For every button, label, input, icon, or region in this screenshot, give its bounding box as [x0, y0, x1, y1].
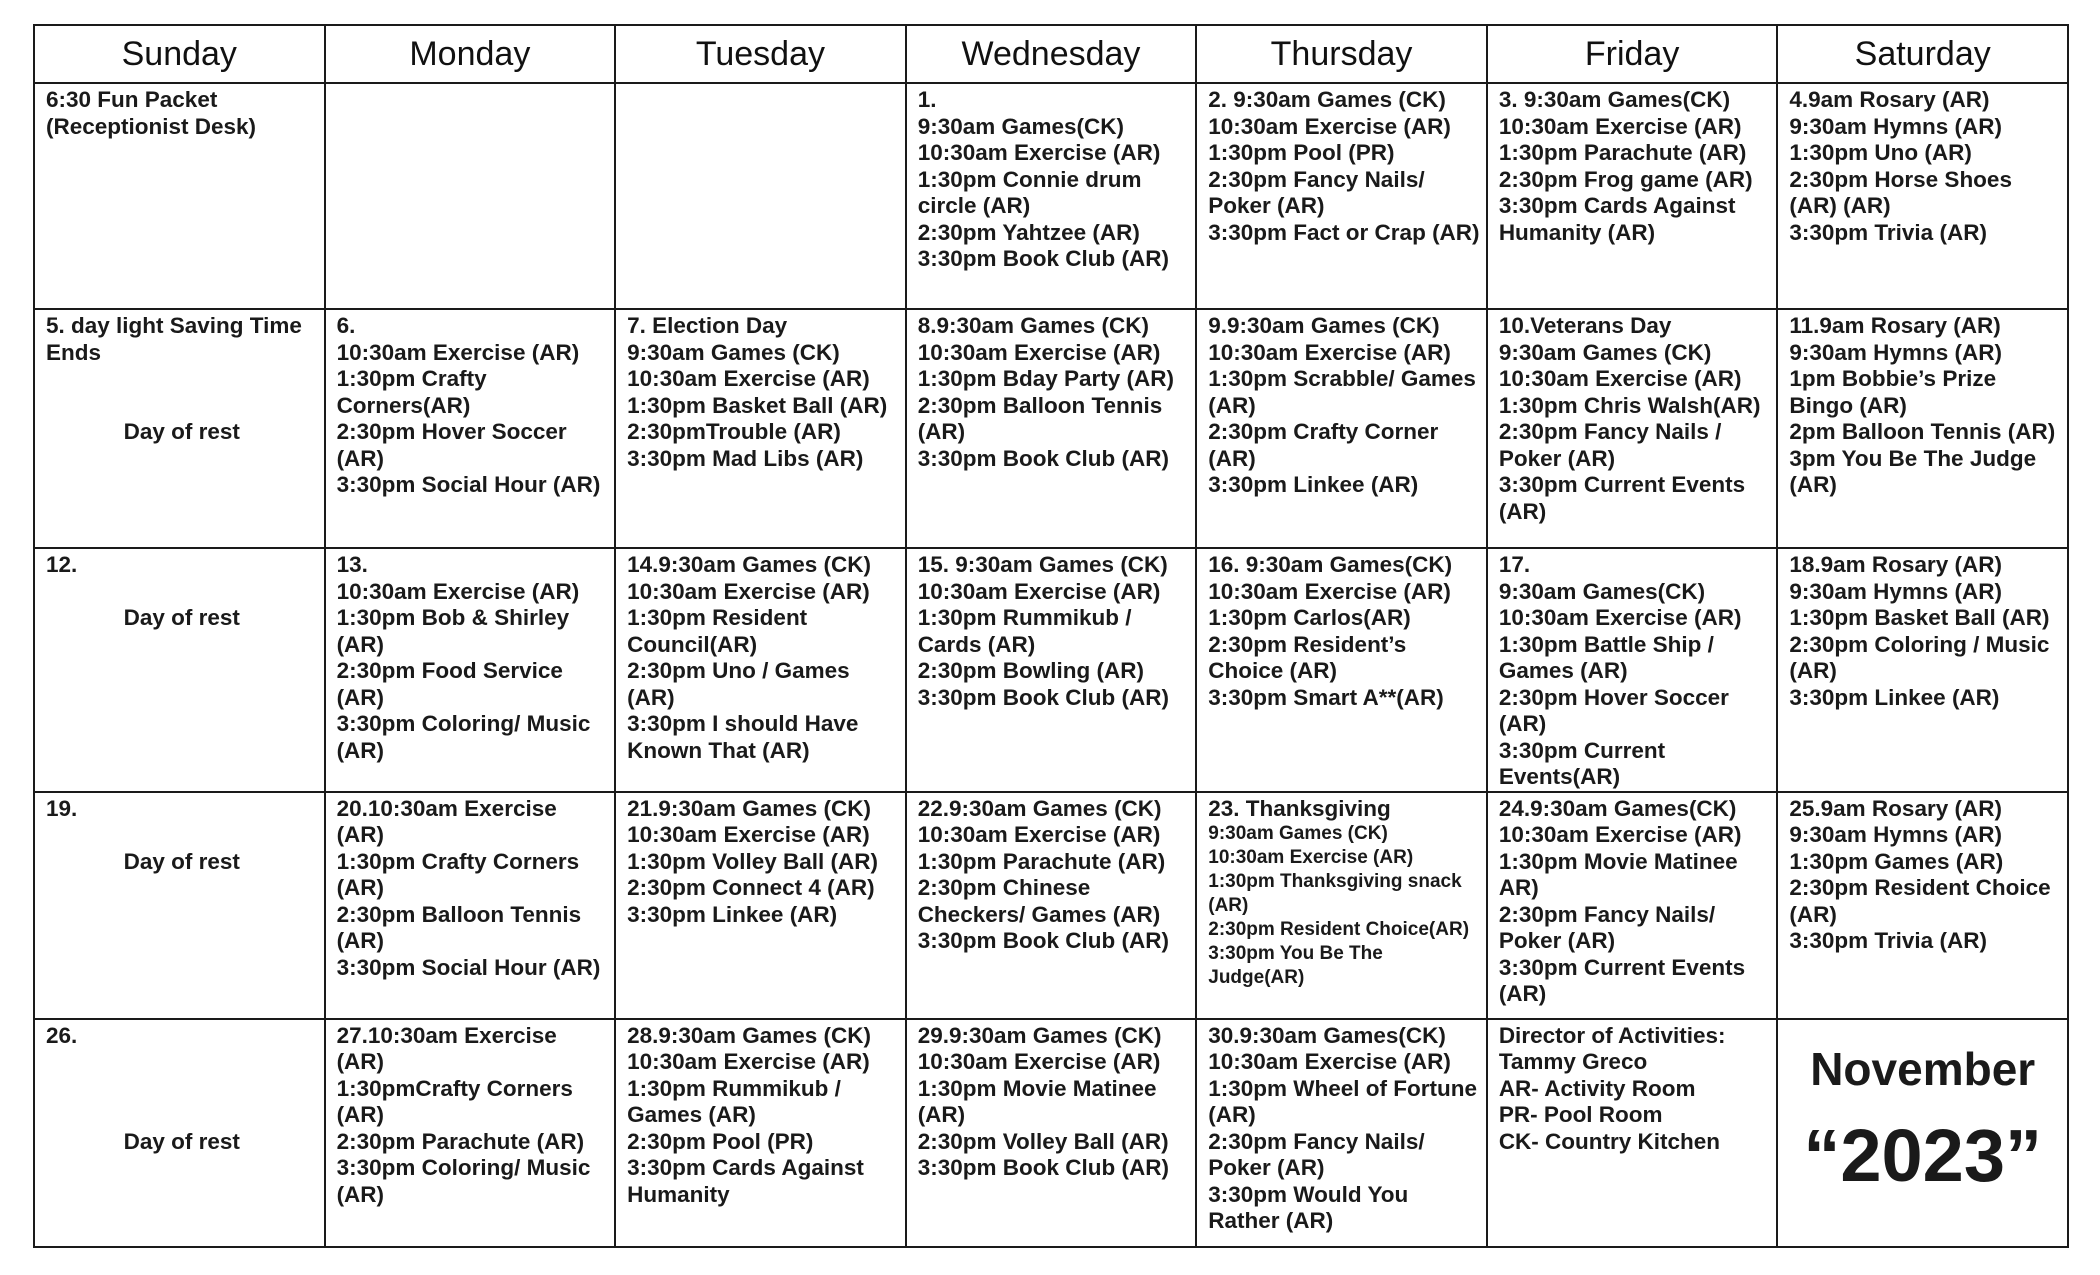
event-line: 1:30pm Resident Council(AR) [627, 605, 808, 657]
event-line: 3:30pm Linkee (AR) [627, 901, 838, 927]
event-line: 2:30pm Parachute (AR) [336, 1128, 585, 1154]
calendar-body [34, 83, 2068, 1247]
event-line: 9:30am Hymns (AR) [1789, 822, 2002, 847]
week-row [34, 1019, 2068, 1247]
event-line: 2:30pmTrouble (AR) [627, 419, 841, 444]
event-line: 17. [1498, 552, 1531, 577]
event-line: 1:30pm Battle Ship / Games (AR) [1498, 631, 1714, 683]
day-cell-tuesday [615, 792, 906, 1019]
day-cell-content [907, 1020, 1196, 1182]
day-cell-wednesday [906, 548, 1197, 792]
event-line: 1:30pm Scrabble/ Games (AR) [1208, 366, 1476, 418]
day-cell-wednesday [906, 309, 1197, 548]
day-cell-thursday [1196, 1019, 1487, 1247]
day-of-rest-label: Day of rest [123, 605, 240, 630]
event-line: 23. Thanksgiving [1208, 795, 1391, 821]
event-line: 9:30am Hymns (AR) [1789, 113, 2002, 139]
event-line: 3. 9:30am Games(CK) [1498, 87, 1731, 112]
day-cell-content [1197, 549, 1486, 711]
day-cell-content [35, 793, 324, 876]
event-line: 10:30am Exercise (AR) [627, 1049, 870, 1074]
event-line: 1:30pm Rummikub / Cards (AR) [917, 605, 1132, 657]
event-line: 2:30pm Hover Soccer (AR) [1498, 684, 1729, 736]
day-cell-content [35, 549, 324, 632]
event-line: 2:30pm Fancy Nails/ Poker (AR) [1208, 166, 1425, 218]
day-header-monday: Monday [325, 25, 616, 83]
event-line: 3:30pm Linkee (AR) [1789, 684, 2000, 710]
event-line: 1:30pm Bob & Shirley (AR) [336, 605, 570, 657]
event-line: 3:30pm Trivia (AR) [1789, 928, 1987, 953]
spacer [46, 822, 318, 849]
day-cell-monday [325, 792, 616, 1019]
day-cell-tuesday [615, 548, 906, 792]
event-line: 3:30pm Coloring/ Music (AR) [336, 711, 591, 763]
day-cell-wednesday [906, 83, 1197, 309]
event-line: 15. 9:30am Games (CK) [917, 552, 1168, 577]
day-header-thursday: Thursday [1196, 25, 1487, 83]
day-cell-content [326, 84, 615, 87]
day-cell-friday [1487, 83, 1778, 309]
event-line: 9:30am Games(CK) [917, 113, 1125, 139]
day-header-friday: Friday [1487, 25, 1778, 83]
day-cell-thursday [1196, 548, 1487, 792]
day-cell-content [907, 793, 1196, 955]
event-line: 3:30pm Linkee (AR) [1208, 472, 1419, 497]
event-line: 3:30pm Book Club (AR) [917, 1155, 1169, 1180]
day-cell-sunday [34, 548, 325, 792]
event-line: 3:30pm Social Hour (AR) [336, 954, 601, 980]
event-line: 25.9am Rosary (AR) [1789, 795, 2002, 821]
event-line: 8.9:30am Games (CK) [917, 313, 1150, 338]
event-line: 2:30pm Resident Choice(AR) [1208, 919, 1470, 940]
day-cell-content [616, 310, 905, 472]
day-cell-content [1488, 310, 1777, 525]
event-line: 10:30am Exercise (AR) [627, 822, 870, 847]
event-line: 2:30pm Fancy Nails/ Poker (AR) [1208, 1128, 1425, 1180]
calendar-table [33, 24, 2069, 1248]
event-line: 3:30pm You Be The Judge(AR) [1208, 943, 1383, 988]
event-line: (Receptionist Desk) [46, 113, 257, 139]
day-cell-saturday [1777, 83, 2068, 309]
event-line: 1:30pm Rummikub / Games (AR) [627, 1075, 841, 1127]
event-line: 3:30pm I should Have Known That (AR) [627, 711, 859, 763]
event-line: 3:30pm Fact or Crap (AR) [1208, 219, 1480, 245]
event-line: 14.9:30am Games (CK) [627, 552, 871, 577]
calendar-month: November [1810, 1042, 2036, 1095]
spacer [46, 1049, 318, 1076]
day-cell-content [1488, 1020, 1777, 1156]
event-line: 10:30am Exercise (AR) [917, 339, 1161, 365]
event-line: 1. [917, 87, 937, 112]
event-line: 2:30pm Uno / Games (AR) [627, 658, 850, 710]
event-line: 1:30pm Uno (AR) [1789, 140, 1972, 165]
day-cell-thursday [1196, 309, 1487, 548]
event-line: 26. [46, 1022, 78, 1048]
event-line: 1:30pm Wheel of Fortune (AR) [1208, 1075, 1478, 1127]
day-cell-content [326, 793, 615, 982]
day-header-tuesday: Tuesday [615, 25, 906, 83]
day-cell-tuesday [615, 83, 906, 309]
day-cell-sunday [34, 309, 325, 548]
day-cell-content [326, 1020, 615, 1209]
event-line: 9:30am Games (CK) [627, 339, 840, 365]
event-line: 3:30pm Current Events (AR) [1498, 954, 1746, 1006]
day-cell-content [616, 1020, 905, 1209]
event-line: 6:30 Fun Packet [46, 87, 218, 112]
day-cell-content [1488, 84, 1777, 246]
day-cell-content [1778, 84, 2067, 246]
event-line: 20.10:30am Exercise (AR) [336, 795, 557, 847]
event-line: 21.9:30am Games (CK) [627, 795, 871, 821]
week-row [34, 309, 2068, 548]
day-cell-content [1488, 549, 1777, 791]
event-line: 3pm You Be The Judge (AR) [1789, 445, 2037, 497]
spacer [46, 579, 318, 606]
event-line: 3:30pm Book Club (AR) [917, 246, 1169, 271]
day-cell-friday [1487, 309, 1778, 548]
event-line: 3:30pm Book Club (AR) [917, 445, 1169, 471]
event-line: 2:30pm Connect 4 (AR) [627, 875, 875, 900]
event-line: 10:30am Exercise (AR) [1208, 847, 1414, 868]
event-line: 2:30pm Fancy Nails/ Poker (AR) [1498, 901, 1716, 953]
event-line: CK- Country Kitchen [1498, 1128, 1721, 1154]
event-line: 3:30pm Smart A**(AR) [1208, 684, 1444, 710]
event-line: 1:30pm Crafty Corners (AR) [336, 848, 580, 900]
event-line: 3:30pm Cards Against Humanity (AR) [1498, 193, 1736, 245]
event-line: 10.Veterans Day [1498, 313, 1672, 338]
event-line: 1:30pm Parachute (AR) [1498, 140, 1747, 165]
event-line: 1:30pm Basket Ball (AR) [627, 392, 888, 418]
day-cell-saturday [1777, 309, 2068, 548]
event-line: 2:30pm Chinese Checkers/ Games (AR) [917, 875, 1161, 927]
day-cell-content [1197, 1020, 1486, 1235]
event-line: 10:30am Exercise (AR) [917, 822, 1161, 847]
event-line: 5. day light Saving Time Ends [46, 313, 302, 365]
day-cell-content [1488, 793, 1777, 1008]
event-line: 2pm Balloon Tennis (AR) [1789, 419, 2056, 444]
event-line: 2:30pm Bowling (AR) [917, 658, 1144, 683]
calendar-year: “2023” [1803, 1113, 2042, 1197]
day-cell-content [1197, 84, 1486, 246]
day-cell-monday [325, 548, 616, 792]
day-header-wednesday: Wednesday [906, 25, 1197, 83]
day-of-rest-label: Day of rest [123, 848, 240, 874]
day-cell-monday [325, 309, 616, 548]
day-cell-content [616, 793, 905, 929]
event-line: 2:30pm Balloon Tennis (AR) [336, 901, 582, 953]
day-cell-tuesday [615, 309, 906, 548]
event-line: 9:30am Hymns (AR) [1789, 339, 2002, 365]
event-line: 10:30am Exercise (AR) [627, 366, 870, 391]
week-row [34, 548, 2068, 792]
day-cell-thursday [1196, 792, 1487, 1019]
event-line: 3:30pm Current Events(AR) [1498, 737, 1666, 789]
day-cell-content [326, 310, 615, 499]
day-cell-content [616, 549, 905, 764]
day-cell-content [1197, 793, 1486, 991]
event-line: 7. Election Day [627, 313, 788, 338]
event-line: 2:30pm Balloon Tennis (AR) [917, 392, 1163, 444]
event-line: 9:30am Games (CK) [1208, 823, 1388, 844]
event-line: 10:30am Exercise (AR) [336, 339, 580, 365]
day-cell-friday [1487, 548, 1778, 792]
day-cell-content [907, 549, 1196, 711]
event-line: 3:30pm Current Events (AR) [1498, 472, 1746, 524]
event-line: 9.9:30am Games (CK) [1208, 313, 1440, 338]
day-cell-tuesday [615, 1019, 906, 1247]
event-line: 1:30pm Volley Ball (AR) [627, 848, 879, 874]
event-line: 10:30am Exercise (AR) [1208, 1049, 1451, 1074]
event-line: 1pm Bobbie’s Prize Bingo (AR) [1789, 366, 1997, 418]
day-cell-content [35, 310, 324, 446]
day-cell-wednesday [906, 792, 1197, 1019]
event-line: 22.9:30am Games (CK) [917, 795, 1162, 821]
event-line: 2:30pm Fancy Nails / Poker (AR) [1498, 419, 1722, 471]
day-cell-friday [1487, 792, 1778, 1019]
event-line: 1:30pm Thanksgiving snack (AR) [1208, 871, 1462, 916]
day-cell-thursday [1196, 83, 1487, 309]
event-line: 1:30pm Basket Ball (AR) [1789, 605, 2050, 630]
event-line: 2:30pm Crafty Corner (AR) [1208, 419, 1439, 471]
day-of-rest-label: Day of rest [123, 419, 240, 444]
spacer [46, 366, 318, 393]
event-line: 6. [336, 313, 356, 338]
event-line: 19. [46, 795, 78, 821]
day-cell-content [326, 549, 615, 764]
event-line: 2:30pm Pool (PR) [627, 1128, 814, 1154]
event-line: 2:30pm Volley Ball (AR) [917, 1128, 1169, 1154]
event-line: 10:30am Exercise (AR) [917, 140, 1161, 165]
day-cell-monday [325, 83, 616, 309]
event-line: 2:30pm Coloring / Music (AR) [1789, 631, 2050, 683]
event-line: 28.9:30am Games (CK) [627, 1022, 871, 1048]
day-cell-content [1197, 310, 1486, 499]
event-line: 1:30pm Bday Party (AR) [917, 366, 1175, 391]
event-line: 10:30am Exercise (AR) [917, 578, 1161, 604]
day-cell-saturday [1777, 1019, 2068, 1247]
day-header-sunday: Sunday [34, 25, 325, 83]
event-line: 3:30pm Social Hour (AR) [336, 472, 601, 497]
event-line: 2. 9:30am Games (CK) [1208, 87, 1446, 112]
event-line: 4.9am Rosary (AR) [1789, 87, 1990, 112]
day-cell-wednesday [906, 1019, 1197, 1247]
day-header-saturday: Saturday [1777, 25, 2068, 83]
event-line: 2:30pm Hover Soccer (AR) [336, 419, 567, 471]
event-line: 3:30pm Cards Against Humanity [627, 1155, 864, 1207]
event-line: 2:30pm Yahtzee (AR) [917, 219, 1140, 245]
event-line: 2:30pm Horse Shoes (AR) (AR) [1789, 166, 2012, 218]
day-cell-sunday [34, 792, 325, 1019]
day-cell-content [35, 1020, 324, 1156]
day-cell-saturday [1777, 792, 2068, 1019]
event-line: 2:30pm Resident’s Choice (AR) [1208, 631, 1407, 683]
day-cell-content [1778, 549, 2067, 711]
spacer [46, 393, 318, 420]
day-cell-content [1778, 793, 2067, 955]
event-line: 3:30pm Book Club (AR) [917, 684, 1169, 710]
event-line: 2:30pm Resident Choice (AR) [1789, 875, 2051, 927]
event-line: 2:30pm Food Service (AR) [336, 658, 563, 710]
event-line: 9:30am Games(CK) [1498, 578, 1706, 604]
event-line: 3:30pm Trivia (AR) [1789, 219, 1987, 245]
event-line: 18.9am Rosary (AR) [1789, 552, 2002, 577]
day-cell-sunday [34, 83, 325, 309]
event-line: 1:30pm Pool (PR) [1208, 140, 1395, 165]
day-header-row [34, 25, 2068, 83]
event-line: 1:30pmCrafty Corners (AR) [336, 1075, 573, 1127]
event-line: 30.9:30am Games(CK) [1208, 1022, 1446, 1048]
event-line: 1:30pm Chris Walsh(AR) [1498, 392, 1761, 418]
event-line: 27.10:30am Exercise (AR) [336, 1022, 557, 1074]
event-line: 10:30am Exercise (AR) [336, 578, 580, 604]
event-line: 3:30pm Book Club (AR) [917, 928, 1169, 953]
event-line: Director of Activities: [1498, 1022, 1726, 1048]
event-line: 1:30pm Connie drum circle (AR) [917, 166, 1142, 218]
day-cell-content [907, 84, 1196, 273]
event-line: 10:30am Exercise (AR) [1498, 605, 1742, 630]
event-line: 10:30am Exercise (AR) [1498, 822, 1742, 847]
event-line: 1:30pm Parachute (AR) [917, 848, 1166, 874]
event-line: 10:30am Exercise (AR) [917, 1049, 1161, 1074]
day-cell-content [907, 310, 1196, 472]
day-cell-sunday [34, 1019, 325, 1247]
week-row [34, 83, 2068, 309]
event-line: 11.9am Rosary (AR) [1789, 313, 2001, 338]
event-line: 3:30pm Coloring/ Music (AR) [336, 1155, 591, 1207]
event-line: 2:30pm Frog game (AR) [1498, 166, 1753, 192]
event-line: 10:30am Exercise (AR) [1498, 113, 1742, 139]
spacer [46, 1076, 318, 1103]
event-line: 1:30pm Crafty Corners(AR) [336, 366, 487, 418]
event-line: 1:30pm Movie Matinee (AR) [917, 1075, 1157, 1127]
day-cell-friday [1487, 1019, 1778, 1247]
day-of-rest-label: Day of rest [123, 1128, 240, 1154]
spacer [46, 1102, 318, 1129]
event-line: 10:30am Exercise (AR) [1208, 113, 1451, 139]
event-line: 1:30pm Games (AR) [1789, 848, 2004, 874]
event-line: 3:30pm Mad Libs (AR) [627, 445, 864, 471]
event-line: 9:30am Games (CK) [1498, 339, 1712, 365]
event-line: 1:30pm Movie Matinee AR) [1498, 848, 1738, 900]
event-line: AR- Activity Room [1498, 1075, 1696, 1101]
event-line: 13. [336, 552, 368, 577]
day-cell-saturday [1777, 548, 2068, 792]
week-row [34, 792, 2068, 1019]
event-line: 24.9:30am Games(CK) [1498, 795, 1737, 821]
day-cell-content [35, 84, 324, 140]
day-cell-monday [325, 1019, 616, 1247]
event-line: 3:30pm Would You Rather (AR) [1208, 1181, 1409, 1233]
day-cell-content [1778, 310, 2067, 499]
event-line: 10:30am Exercise (AR) [1208, 578, 1451, 604]
event-line: 29.9:30am Games (CK) [917, 1022, 1162, 1048]
event-line: 12. [46, 552, 78, 577]
event-line: PR- Pool Room [1498, 1102, 1663, 1127]
event-line: 1:30pm Carlos(AR) [1208, 605, 1411, 630]
event-line: 16. 9:30am Games(CK) [1208, 552, 1453, 577]
event-line: Tammy Greco [1498, 1049, 1648, 1074]
event-line: 10:30am Exercise (AR) [1498, 366, 1742, 391]
day-cell-content [616, 84, 905, 87]
event-line: 10:30am Exercise (AR) [627, 578, 870, 604]
event-line: 10:30am Exercise (AR) [1208, 339, 1451, 365]
event-line: 9:30am Hymns (AR) [1789, 578, 2002, 604]
